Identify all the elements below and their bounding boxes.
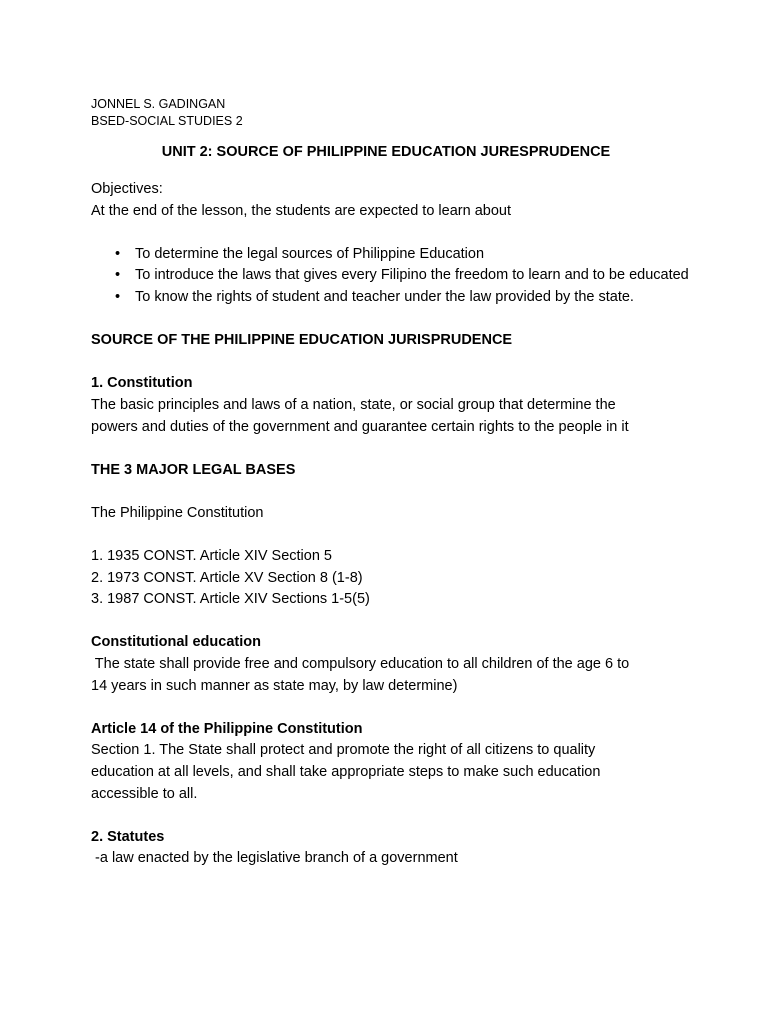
article14-line: accessible to all. (91, 785, 198, 802)
phil-constitution-label: The Philippine Constitution (91, 504, 264, 521)
constitutional-education-line: The state shall provide free and compulsory education to all children of the age 6 to (91, 656, 630, 673)
document-title: UNIT 2: SOURCE OF PHILIPPINE EDUCATION JURESPRUDENCE (161, 144, 611, 160)
constitution-list-item: 1. 1935 CONST. Article XIV Section 5 (91, 548, 332, 565)
bullet-icon: • (115, 288, 121, 305)
objectives-heading: Objectives: (91, 181, 163, 197)
constitution-heading: 1. Constitution (91, 375, 193, 392)
bullet-icon: • (115, 245, 121, 262)
author-course: BSED-SOCIAL STUDIES 2 (91, 114, 243, 128)
article14-line: education at all levels, and shall take appropriate steps to make such education (91, 764, 601, 781)
constitution-list-item: 3. 1987 CONST. Article XIV Sections 1-5(5) (91, 591, 370, 608)
bullet-icon: • (115, 267, 121, 284)
author-block (91, 96, 691, 130)
sources-heading: SOURCE OF THE PHILIPPINE EDUCATION JURISPRUDENCE (91, 332, 513, 349)
document-page (91, 96, 691, 870)
statutes-heading: 2. Statutes (91, 828, 165, 845)
constitutional-education-heading: Constitutional education (91, 634, 261, 651)
constitutional-education-line: 14 years in such manner as state may, by law determine) (91, 677, 458, 694)
article14-line: Section 1. The State shall protect and promote the right of all citizens to quality (91, 742, 596, 759)
objectives-intro: At the end of the lesson, the students are expected to learn about (91, 202, 511, 219)
list-item (91, 265, 691, 287)
list-item (91, 244, 691, 266)
objective-text: To know the rights of student and teacher under the law provided by the state. (135, 288, 634, 305)
author-name: JONNEL S. GADINGAN (91, 97, 226, 111)
objective-text: To determine the legal sources of Philippine Education (135, 245, 485, 262)
constitution-line: powers and duties of the government and guarantee certain rights to the people in it (91, 418, 629, 435)
major-bases-heading: THE 3 MAJOR LEGAL BASES (91, 461, 296, 478)
constitution-list-item: 2. 1973 CONST. Article XV Section 8 (1-8) (91, 569, 363, 586)
article14-heading: Article 14 of the Philippine Constitution (91, 720, 363, 737)
list-item (91, 287, 691, 309)
objective-text: To introduce the laws that gives every Filipino the freedom to learn and to be educated (135, 267, 689, 284)
constitution-line: The basic principles and laws of a nation, state, or social group that determine the (91, 396, 616, 413)
objectives-list (91, 244, 691, 309)
statutes-line: -a law enacted by the legislative branch of a government (91, 850, 458, 867)
